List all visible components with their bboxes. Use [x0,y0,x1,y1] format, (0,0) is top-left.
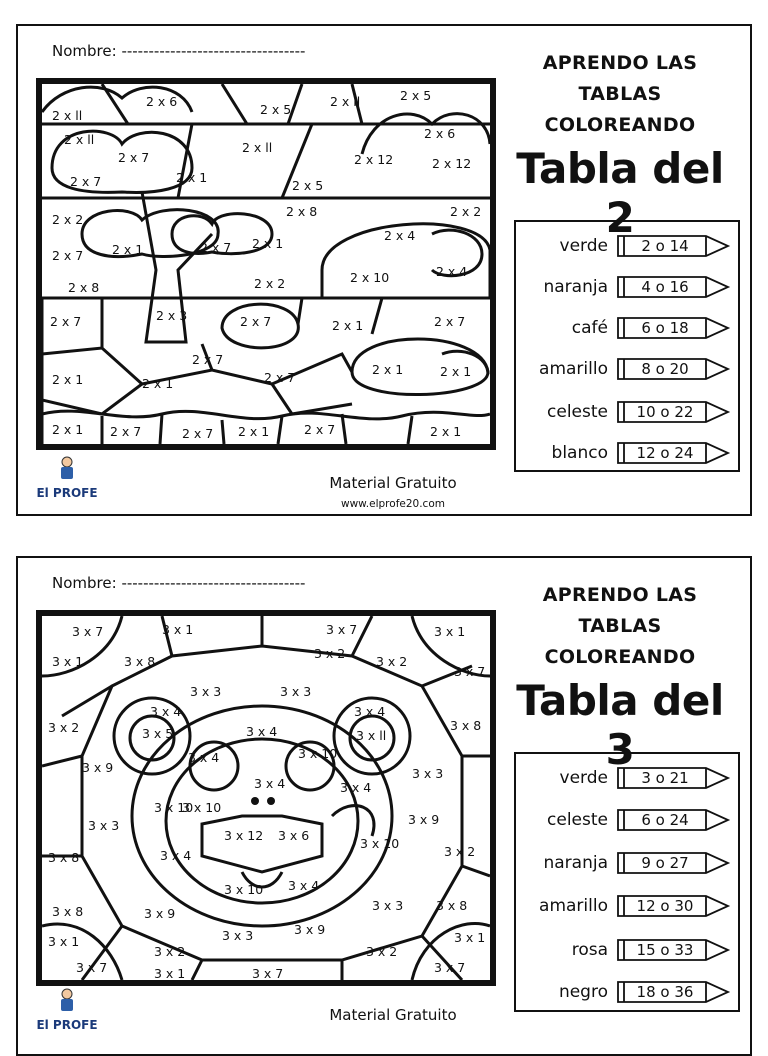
cell-label: 2 x 7 [200,240,232,255]
cell-label: 2 x 10 [350,270,390,285]
cell-label: 2 x 7 [110,424,142,439]
cell-label: 2 x 1 [142,376,174,391]
cell-label: 3 x ll [356,728,387,743]
cell-label: 3 x 6 [278,828,310,843]
cell-label: 3 x 1 [48,934,80,949]
key-color-name: amarillo [539,359,608,379]
key-color-name: naranja [543,277,608,297]
cell-label: 2 x 12 [432,156,472,171]
cell-label: 2 x 4 [384,228,416,243]
key-values: 2 o 14 [641,237,689,255]
cell-label: 2 x 1 [112,242,144,257]
key-color-name: blanco [551,443,608,463]
cell-label: 2 x 4 [436,264,468,279]
header-line-2: COLOREANDO [544,114,696,136]
cell-label: 3 x 3 [222,928,254,943]
key-values: 15 o 33 [636,941,694,959]
cell-label: 3 x 9 [408,812,440,827]
logo-text: El PROFE [36,1018,98,1032]
cell-label: 2 x 1 [238,424,270,439]
cell-label: 3 x 3 [280,684,312,699]
key-values: 3 o 21 [641,769,689,787]
cell-label: 2 x 1 [440,364,472,379]
key-values: 9 o 27 [641,854,689,872]
key-row [516,228,738,264]
logo-text: El PROFE [36,486,98,500]
cell-label: 3 x 2 [154,944,186,959]
cell-label: 3 x 3 [412,766,444,781]
key-color-name: naranja [543,853,608,873]
cell-label: 3 x 3 [372,898,404,913]
key-values: 18 o 36 [636,983,694,1001]
cell-label: 2 x 7 [50,314,82,329]
cell-label: 3 x 7 [252,966,284,980]
name-field[interactable] [52,574,305,592]
cell-label: 3 x 8 [436,898,468,913]
name-field[interactable] [52,42,305,60]
cell-label: 3 x 4 [254,776,286,791]
cell-label: 2 x 7 [52,248,84,263]
cell-label: 3 x 7 [434,960,466,975]
key-row [516,888,738,924]
key-values: 12 o 24 [636,444,694,462]
cell-label: 3 x 4 [354,704,386,719]
cell-label: 3 x 1 [162,622,194,637]
cell-label: 2 x ll [64,132,95,147]
cell-label: 3 x 9 [294,922,326,937]
cell-label: 2 x 7 [264,370,296,385]
header-line-1: APRENDO LAS TABLAS [542,52,698,105]
header-line-1: APRENDO LAS TABLAS [542,584,698,637]
cell-label: 2 x 2 [450,204,482,219]
key-row [516,760,738,796]
cell-label: 3 x 10 [224,882,264,897]
teacher-mascot-icon [55,456,79,482]
key-row [516,269,738,305]
cell-label: 2 x 6 [424,126,456,141]
cell-label: 2 x 2 [52,212,84,227]
cell-label: 2 x 3 [156,308,188,323]
corner-ornament [16,24,36,44]
footer-title: Material Gratuito [329,474,457,492]
key-row [516,394,738,430]
el-profe-logo [26,456,108,500]
cell-label: 2 x 1 [252,236,284,251]
key-values: 6 o 24 [641,811,689,829]
table-title: Tabla del 2 [516,144,724,242]
worksheet-header [500,48,740,141]
footer-url[interactable]: www.elprofe20.com [341,498,445,510]
cell-label: 3 x 7 [454,664,486,679]
cell-label: 2 x 7 [192,352,224,367]
lion-eye [251,797,259,805]
cell-label: 2 x 1 [52,422,84,437]
cell-label: 2 x 7 [182,426,214,441]
key-values: 12 o 30 [636,897,694,915]
cell-label: 3 x 7 [76,960,108,975]
cell-label: 3 x 2 [48,720,80,735]
cell-label: 2 x 5 [292,178,324,193]
key-color-name: café [571,318,608,338]
cell-label: 2 x 1 [430,424,462,439]
key-color-name: amarillo [539,896,608,916]
key-color-name: rosa [571,940,608,960]
key-color-name: verde [559,768,608,788]
cell-label: 3 x 7 [326,622,358,637]
key-values: 4 o 16 [641,278,689,296]
cell-label: 2 x 8 [286,204,318,219]
key-values: 6 o 18 [641,319,689,337]
key-values: 8 o 20 [641,360,689,378]
name-underline: ---------------------------------- [121,574,306,592]
cell-label: 3 x 4 [188,750,220,765]
cell-label: 3 x 3 [190,684,222,699]
cell-label: 2 x 7 [118,150,150,165]
footer-title: Material Gratuito [329,1006,457,1024]
cell-label: 3 x 8 [48,850,80,865]
cell-label: 2 x 1 [332,318,364,333]
cell-label: 3 x 10 [360,836,400,851]
cell-label: 2 x 5 [400,88,432,103]
color-key [514,220,740,472]
worksheet-header [500,580,740,673]
coloring-svg[interactable] [42,84,490,444]
cell-label: 3 x 10 [154,800,194,815]
cell-label: 2 x 1 [372,362,404,377]
cell-label: 3 x 10 [182,800,222,815]
cell-label: 3 x 4 [246,724,278,739]
cell-label: 3 x 3 [88,818,120,833]
cell-label: 3 x 2 [444,844,476,859]
key-color-name: verde [559,236,608,256]
cell-label: 2 x 7 [434,314,466,329]
cell-label: 2 x 1 [52,372,84,387]
key-values: 10 o 22 [636,403,694,421]
cell-label: 3 x 4 [160,848,192,863]
cell-label: 2 x 7 [70,174,102,189]
cell-label: 2 x 7 [240,314,272,329]
name-underline: ---------------------------------- [121,42,306,60]
corner-ornament [732,496,752,516]
coloring-svg[interactable] [42,616,490,980]
cell-label: 3 x 1 [52,654,84,669]
cell-label: 3 x 7 [72,624,104,639]
key-color-name: celeste [547,810,608,830]
cell-label: 3 x 2 [314,646,346,661]
cell-label: 3 x 1 [434,624,466,639]
key-row [516,310,738,346]
cell-label: 3 x 8 [124,654,156,669]
table-title: Tabla del 3 [516,676,724,774]
cell-label: 3 x 4 [340,780,372,795]
coloring-picture[interactable] [36,78,496,450]
worksheet-table-3 [16,556,752,1056]
cell-label: 3 x 2 [366,944,398,959]
cell-label: 3 x 9 [82,760,114,775]
cell-label: 3 x 2 [376,654,408,669]
corner-ornament [732,556,752,576]
cell-label: 2 x 1 [176,170,208,185]
cell-label: 3 x 1 [154,966,186,980]
cell-label: 3 x 1 [454,930,486,945]
lion-muzzle[interactable] [202,816,322,872]
teacher-mascot-icon [55,988,79,1014]
cell-label: 3 x 4 [288,878,320,893]
key-color-name: celeste [547,402,608,422]
cell-label: 2 x 6 [146,94,178,109]
key-row [516,932,738,968]
cell-label: 3 x 8 [52,904,84,919]
corner-ornament [16,556,36,576]
color-key [514,752,740,1012]
worksheet-table-2 [16,24,752,516]
cell-label: 3 x 8 [450,718,482,733]
key-row [516,351,738,387]
cell-label: 3 x 12 [224,828,264,843]
cell-label: 2 x 12 [354,152,394,167]
cell-label: 2 x 7 [304,422,336,437]
cell-label: 3 x 4 [150,704,182,719]
key-row [516,435,738,471]
cell-label: 3 x 10 [298,746,338,761]
name-label: Nombre: [52,574,117,592]
header-line-2: COLOREANDO [544,646,696,668]
key-row [516,845,738,881]
cell-label: 2 x 8 [68,280,100,295]
cell-label: 2 x ll [242,140,273,155]
el-profe-logo [26,988,108,1032]
name-label: Nombre: [52,42,117,60]
cell-label: 2 x 5 [260,102,292,117]
cell-label: 3 x 9 [144,906,176,921]
key-row [516,802,738,838]
cell-label: 2 x ll [52,108,83,123]
key-color-name: negro [558,982,608,1002]
cell-label: 2 x ll [330,94,361,109]
corner-ornament [732,24,752,44]
lion-eye [267,797,275,805]
cell-label: 3 x 5 [142,726,174,741]
coloring-picture[interactable] [36,610,496,986]
cell-label: 2 x 2 [254,276,286,291]
key-row [516,974,738,1010]
